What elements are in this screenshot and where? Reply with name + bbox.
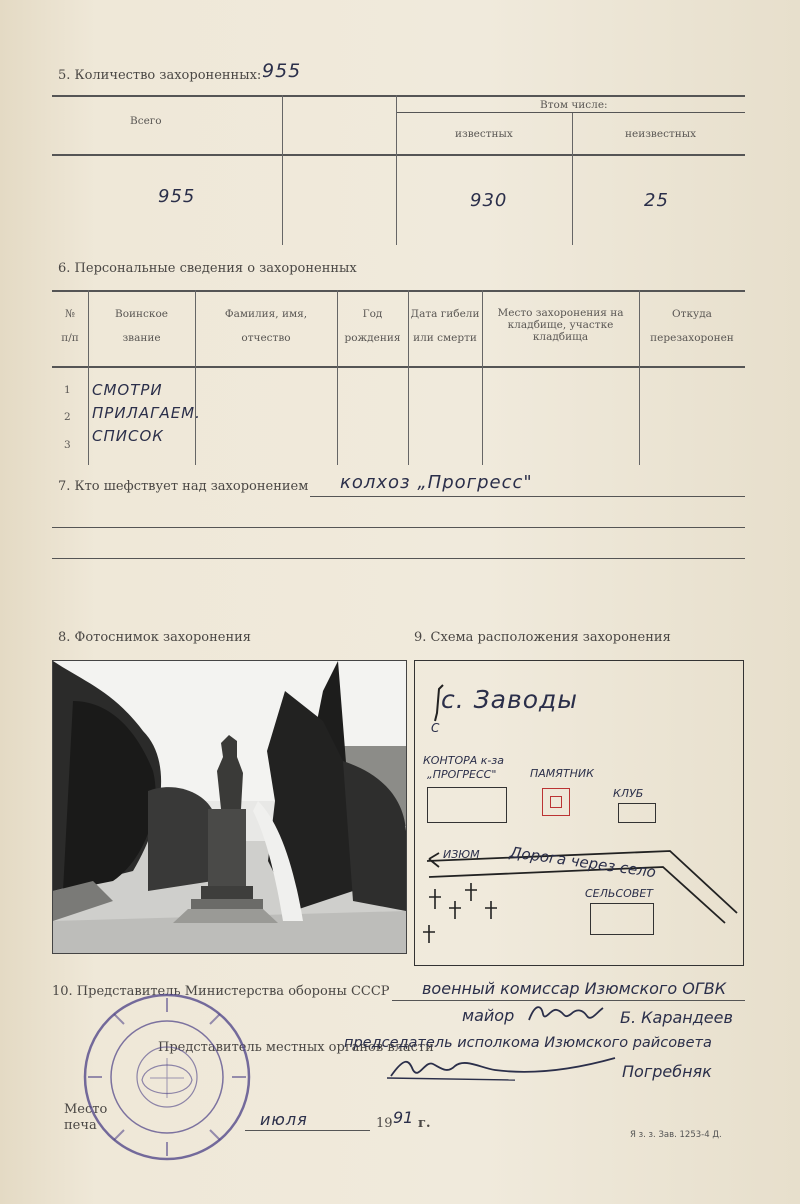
section7-value: колхоз „Прогресс" (340, 472, 533, 493)
scheme-village-label: с. Заводы (441, 685, 579, 714)
handwritten-line: СПИСОК (92, 427, 164, 445)
cemetery-cross-icon (423, 883, 497, 943)
row-num: 3 (64, 439, 71, 451)
col-unknown-header: неизвестных (625, 128, 697, 140)
val-unknown: 25 (644, 190, 669, 211)
col-known-header: известных (455, 128, 513, 140)
table6-header-line (52, 366, 745, 368)
handwritten-line: ПРИЛАГАЕМ. (92, 404, 201, 422)
date-year-g: г. (418, 1116, 431, 1131)
form-line (52, 527, 745, 528)
signature-image (525, 1000, 605, 1028)
signature-image (385, 1050, 635, 1086)
col-total-header: Всего (130, 115, 162, 127)
scheme-club-label: КЛУБ (613, 787, 644, 800)
hdr-place: Место захоронения на кладбище, участке кладбища (497, 307, 624, 344)
form-line (52, 558, 745, 559)
hdr-death: Дата гибели или смерти (410, 308, 480, 345)
location-scheme (414, 660, 744, 966)
local-rep-label: Представитель местных органов власти (158, 1040, 434, 1055)
section9-label: 9. Схема расположения захоронения (414, 630, 671, 645)
date-year-prefix: 19 (376, 1116, 393, 1131)
section10-label: 10. Представитель Министерства обороны СССР (52, 984, 390, 999)
scheme-kontora-label: КОНТОРА к-за (423, 754, 504, 767)
form-line (310, 496, 745, 497)
section8-label: 8. Фотоснимок захоронения (58, 630, 252, 645)
row-num: 2 (64, 411, 71, 423)
table5-header-line (52, 154, 745, 156)
scheme-road (415, 661, 743, 965)
memorial-photo (52, 660, 407, 954)
scheme-north-label: С (431, 721, 441, 735)
seal-label: печа (64, 1118, 97, 1133)
mo-rep-name: Б. Карандеев (620, 1008, 733, 1027)
date-month: июля (260, 1110, 308, 1129)
table5-divider (282, 95, 283, 245)
table5-divider (572, 113, 573, 245)
scheme-monument-label: ПАМЯТНИК (530, 767, 594, 780)
form-line (245, 1130, 370, 1131)
scheme-selsovet-building (590, 903, 654, 935)
val-known: 930 (470, 190, 508, 211)
date-year-suffix: 91 (393, 1108, 414, 1127)
local-rep-value: председатель исполкома Изюмского райсовета (344, 1035, 712, 1051)
scheme-road-label: Дорога через село (508, 843, 658, 882)
section5-label: 5. Количество захороненных: (58, 68, 262, 83)
hdr-num: № п/п (61, 308, 79, 345)
official-stamp-image (80, 990, 255, 1165)
section6-label: 6. Персональные сведения о захороненных (58, 261, 357, 276)
scheme-selsovet-label: СЕЛЬСОВЕТ (585, 887, 654, 900)
mo-rep-line2a: майор (462, 1006, 515, 1025)
hdr-from: Откуда перезахоронен (650, 308, 734, 345)
table6-top-line (52, 290, 745, 292)
row-num: 1 (64, 384, 71, 396)
section7-label: 7. Кто шефствует над захоронением (58, 479, 309, 494)
handwritten-line: СМОТРИ (92, 381, 163, 399)
print-code: Я з. з. Зав. 1253-4 Д. (630, 1130, 722, 1140)
table5-divider (396, 95, 397, 245)
place-label: Место (64, 1102, 108, 1117)
hdr-year: Год рождения (344, 308, 401, 345)
local-rep-name: Погребняк (622, 1062, 712, 1081)
mo-rep-line1: военный комиссар Изюмского ОГВК (422, 979, 727, 998)
hdr-name: Фамилия, имя, отчество (224, 308, 308, 345)
hdr-rank: Воинское звание (114, 308, 168, 345)
val-total: 955 (158, 186, 196, 207)
section5-count: 955 (262, 60, 302, 82)
col-including-header: Втом числе: (540, 99, 608, 111)
table5-top-line (52, 95, 745, 97)
scheme-izyum-label: ИЗЮМ (443, 848, 480, 861)
scheme-kontora-label-2: „ПРОГРЕСС" (427, 768, 497, 781)
